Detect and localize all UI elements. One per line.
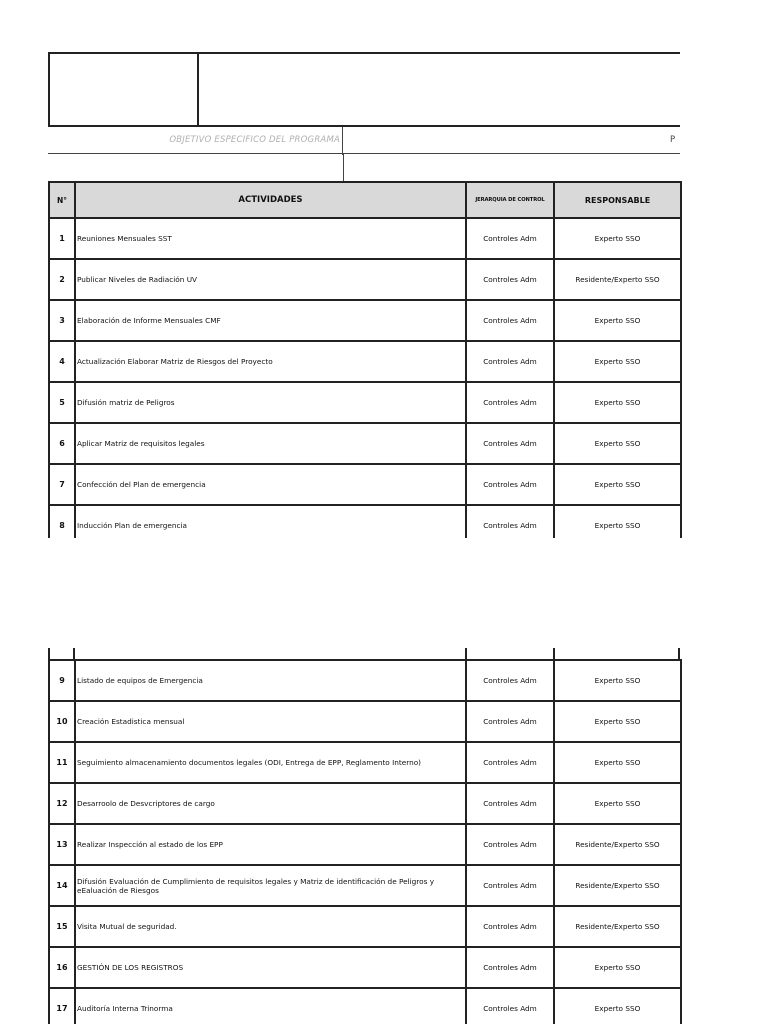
activity-cell: Actualización Elaborar Matriz de Riesgos del Proyecto	[75, 341, 466, 382]
table-row	[49, 824, 681, 865]
control-cell: Controles Adm	[466, 382, 554, 423]
table-row	[49, 660, 681, 701]
activity-cell: Confección del Plan de emergencia	[75, 464, 466, 505]
control-cell: Controles Adm	[466, 988, 554, 1024]
control-cell: Controles Adm	[466, 783, 554, 824]
row-number: 14	[49, 865, 75, 906]
responsible-cell: Experto SSO	[554, 464, 681, 505]
row-number: 4	[49, 341, 75, 382]
activity-cell: Difusión Evaluación de Cumplimiento de requisitos legales y Matriz de identificación de Peligros y eEaluación de Riesgos	[75, 865, 466, 906]
control-cell: Controles Adm	[466, 947, 554, 988]
responsible-cell: Experto SSO	[554, 660, 681, 701]
table-row	[49, 906, 681, 947]
responsible-cell: Residente/Experto SSO	[554, 906, 681, 947]
responsible-cell: Experto SSO	[554, 505, 681, 538]
activity-cell: Auditoría Interna Trinorma	[75, 988, 466, 1024]
table-page-2-clip	[0, 648, 768, 1024]
objective-label: OBJETIVO ESPECIFICO DEL PROGRAMA	[48, 127, 343, 155]
responsible-cell: Experto SSO	[554, 300, 681, 341]
table-row	[49, 988, 681, 1024]
responsible-cell: Experto SSO	[554, 783, 681, 824]
activity-cell: Reuniones Mensuales SST	[75, 218, 466, 259]
activity-cell: Creación Estadistica mensual	[75, 701, 466, 742]
header-right-fragment: P	[670, 135, 676, 145]
responsible-cell: Residente/Experto SSO	[554, 824, 681, 865]
table-header-row	[49, 182, 681, 218]
row-number: 8	[49, 505, 75, 538]
control-cell: Controles Adm	[466, 906, 554, 947]
responsible-cell: Experto SSO	[554, 947, 681, 988]
activity-cell: Visita Mutual de seguridad.	[75, 906, 466, 947]
row-number: 9	[49, 660, 75, 701]
table-row	[49, 341, 681, 382]
activity-cell: Seguimiento almacenamiento documentos legales (ODI, Entrega de EPP, Reglamento Interno)	[75, 742, 466, 783]
table-row	[49, 505, 681, 538]
control-cell: Controles Adm	[466, 865, 554, 906]
row-number: 11	[49, 742, 75, 783]
responsible-cell: Residente/Experto SSO	[554, 259, 681, 300]
activity-cell: GESTIÓN DE LOS REGISTROS	[75, 947, 466, 988]
table-row	[49, 300, 681, 341]
column-header-activities: ACTIVIDADES	[75, 182, 466, 218]
table-row	[49, 742, 681, 783]
control-cell: Controles Adm	[466, 505, 554, 538]
responsible-cell: Experto SSO	[554, 382, 681, 423]
responsible-cell: Experto SSO	[554, 218, 681, 259]
responsible-cell: Experto SSO	[554, 341, 681, 382]
table-row	[49, 701, 681, 742]
row-number: 1	[49, 218, 75, 259]
row-number: 3	[49, 300, 75, 341]
control-cell: Controles Adm	[466, 824, 554, 865]
activities-table-page-1	[48, 181, 682, 538]
activity-cell: Aplicar Matriz de requisitos legales	[75, 423, 466, 464]
activity-cell: Difusión matriz de Peligros	[75, 382, 466, 423]
row-number: 17	[49, 988, 75, 1024]
table-row	[49, 947, 681, 988]
responsible-cell: Experto SSO	[554, 423, 681, 464]
responsible-cell: Residente/Experto SSO	[554, 865, 681, 906]
table-row	[49, 382, 681, 423]
row-number: 15	[49, 906, 75, 947]
responsible-cell: Experto SSO	[554, 701, 681, 742]
row-number: 12	[49, 783, 75, 824]
column-header-hierarchy: JERARQUIA DE CONTROL	[466, 182, 554, 218]
control-cell: Controles Adm	[466, 423, 554, 464]
control-cell: Controles Adm	[466, 701, 554, 742]
column-header-responsible: RESPONSABLE	[554, 182, 681, 218]
control-cell: Controles Adm	[466, 464, 554, 505]
control-cell: Controles Adm	[466, 742, 554, 783]
activities-table-page-2	[48, 659, 682, 1024]
control-cell: Controles Adm	[466, 259, 554, 300]
responsible-cell: Experto SSO	[554, 742, 681, 783]
table-row	[49, 783, 681, 824]
column-header-number: N°	[49, 182, 75, 218]
row-number: 5	[49, 382, 75, 423]
table-row	[49, 865, 681, 906]
activity-cell: Desarroolo de Desvcriptores de cargo	[75, 783, 466, 824]
control-cell: Controles Adm	[466, 660, 554, 701]
activity-cell: Inducción Plan de emergencia	[75, 505, 466, 538]
table-row	[49, 423, 681, 464]
table-row	[49, 218, 681, 259]
activity-cell: Elaboración de Informe Mensuales CMF	[75, 300, 466, 341]
control-cell: Controles Adm	[466, 341, 554, 382]
row-number: 6	[49, 423, 75, 464]
row-number: 2	[49, 259, 75, 300]
row-number: 7	[49, 464, 75, 505]
control-cell: Controles Adm	[466, 218, 554, 259]
row-number: 16	[49, 947, 75, 988]
row-number: 10	[49, 701, 75, 742]
row-number: 13	[49, 824, 75, 865]
table-row	[49, 259, 681, 300]
responsible-cell: Experto SSO	[554, 988, 681, 1024]
activity-cell: Realizar Inspección al estado de los EPP	[75, 824, 466, 865]
control-cell: Controles Adm	[466, 300, 554, 341]
table-row	[49, 464, 681, 505]
activity-cell: Listado de equipos de Emergencia	[75, 660, 466, 701]
activity-cell: Publicar Niveles de Radiación UV	[75, 259, 466, 300]
